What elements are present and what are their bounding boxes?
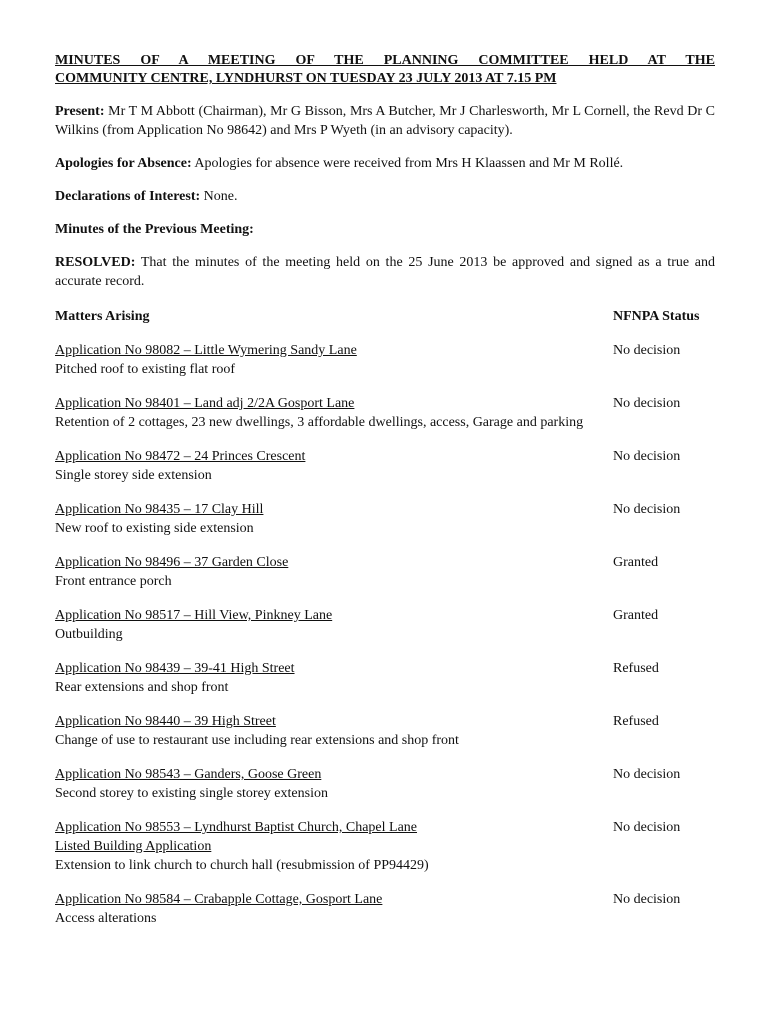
application-reference: Application No 98439 – 39-41 High Street bbox=[55, 661, 295, 676]
application-status: Refused bbox=[613, 661, 659, 676]
application-description: Retention of 2 cottages, 23 new dwellings, 3 affordable dwellings, access, Garage and parking bbox=[55, 415, 584, 430]
application-details bbox=[55, 341, 585, 379]
application-reference: Application No 98543 – Ganders, Goose Green bbox=[55, 767, 322, 782]
application-reference: Application No 98435 – 17 Clay Hill bbox=[55, 502, 264, 517]
application-status: Granted bbox=[613, 608, 659, 623]
application-reference: Application No 98472 – 24 Princes Crescent bbox=[55, 449, 306, 464]
application-status: No decision bbox=[613, 449, 681, 464]
title-line-1: MINUTES OF A MEETING OF THE PLANNING COMMITTEE HELD AT THE bbox=[55, 53, 715, 68]
declarations-label: Declarations of Interest: bbox=[55, 189, 201, 204]
title-line-2: COMMUNITY CENTRE, LYNDHURST ON TUESDAY 23 JULY 2013 AT 7.15 PM bbox=[55, 71, 557, 86]
application-reference: Application No 98440 – 39 High Street bbox=[55, 714, 276, 729]
application-details bbox=[55, 447, 585, 485]
application-reference: Application No 98517 – Hill View, Pinkney Lane bbox=[55, 608, 333, 623]
application-status: No decision bbox=[613, 396, 681, 411]
applications-list bbox=[55, 341, 715, 928]
application-item bbox=[55, 606, 715, 644]
application-reference: Application No 98584 – Crabapple Cottage, Gosport Lane bbox=[55, 892, 383, 907]
application-details bbox=[55, 818, 585, 875]
resolved-label: RESOLVED: bbox=[55, 255, 136, 270]
application-status: No decision bbox=[613, 767, 681, 782]
application-description: Pitched roof to existing flat roof bbox=[55, 362, 236, 377]
previous-minutes-heading: Minutes of the Previous Meeting: bbox=[55, 222, 254, 237]
application-description: Single storey side extension bbox=[55, 468, 212, 483]
application-item bbox=[55, 890, 715, 928]
application-item bbox=[55, 447, 715, 485]
application-details bbox=[55, 553, 585, 591]
application-item bbox=[55, 712, 715, 750]
application-description: Access alterations bbox=[55, 911, 157, 926]
apologies-label: Apologies for Absence: bbox=[55, 156, 192, 171]
present-paragraph bbox=[55, 102, 715, 140]
application-details bbox=[55, 890, 585, 928]
application-subtype: Listed Building Application bbox=[55, 839, 212, 854]
application-details bbox=[55, 765, 585, 803]
declarations-paragraph bbox=[55, 187, 715, 206]
apologies-paragraph bbox=[55, 154, 715, 173]
application-item bbox=[55, 818, 715, 875]
application-description: New roof to existing side extension bbox=[55, 521, 254, 536]
application-description: Outbuilding bbox=[55, 627, 123, 642]
declarations-text: None. bbox=[203, 189, 238, 204]
application-description: Extension to link church to church hall (resubmission of PP94429) bbox=[55, 858, 429, 873]
page-title bbox=[55, 52, 715, 88]
application-description: Rear extensions and shop front bbox=[55, 680, 229, 695]
status-heading: NFNPA Status bbox=[613, 309, 700, 324]
application-description: Second storey to existing single storey extension bbox=[55, 786, 328, 801]
apologies-text: Apologies for absence were received from Mrs H Klaassen and Mr M Rollé. bbox=[194, 156, 624, 171]
application-status: No decision bbox=[613, 820, 681, 835]
application-status: No decision bbox=[613, 343, 681, 358]
present-text: Mr T M Abbott (Chairman), Mr G Bisson, Mrs A Butcher, Mr J Charlesworth, Mr L Cornell, the Revd Dr C Wilkins (from Application No 98642) and Mrs P Wyeth (in an advisory capacity). bbox=[55, 104, 715, 138]
application-reference: Application No 98553 – Lyndhurst Baptist Church, Chapel Lane bbox=[55, 820, 418, 835]
matters-heading: Matters Arising bbox=[55, 309, 150, 324]
minutes-document bbox=[55, 52, 715, 943]
application-details bbox=[55, 606, 585, 644]
application-details bbox=[55, 500, 585, 538]
application-reference: Application No 98082 – Little Wymering Sandy Lane bbox=[55, 343, 357, 358]
application-reference: Application No 98401 – Land adj 2/2A Gosport Lane bbox=[55, 396, 355, 411]
application-status: No decision bbox=[613, 502, 681, 517]
resolved-text: That the minutes of the meeting held on the 25 June 2013 be approved and signed as a true and accurate record. bbox=[55, 255, 715, 289]
application-details bbox=[55, 394, 585, 432]
application-description: Change of use to restaurant use including rear extensions and shop front bbox=[55, 733, 459, 748]
application-reference: Application No 98496 – 37 Garden Close bbox=[55, 555, 289, 570]
application-description: Front entrance porch bbox=[55, 574, 172, 589]
application-status: No decision bbox=[613, 892, 681, 907]
present-label: Present: bbox=[55, 104, 105, 119]
resolved-paragraph bbox=[55, 253, 715, 291]
application-item bbox=[55, 553, 715, 591]
application-details bbox=[55, 712, 585, 750]
application-item bbox=[55, 394, 715, 432]
matters-header bbox=[55, 308, 715, 326]
application-status: Refused bbox=[613, 714, 659, 729]
application-item bbox=[55, 659, 715, 697]
application-item bbox=[55, 500, 715, 538]
application-item bbox=[55, 765, 715, 803]
application-details bbox=[55, 659, 585, 697]
application-item bbox=[55, 341, 715, 379]
application-status: Granted bbox=[613, 555, 659, 570]
